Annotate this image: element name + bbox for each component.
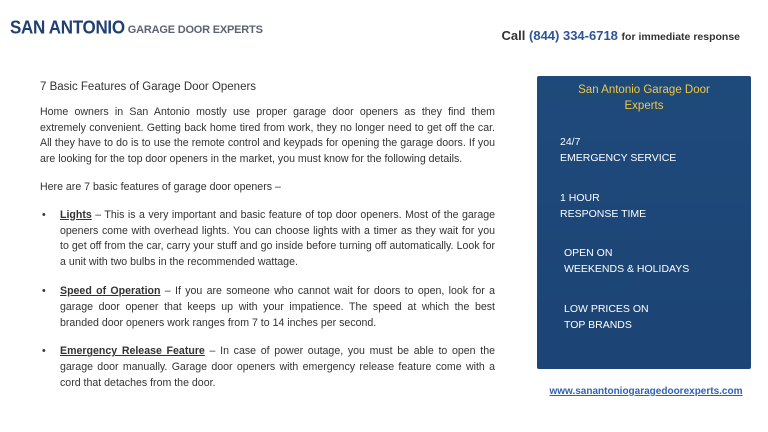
sidebar-item-line: OPEN ON — [564, 247, 613, 259]
sidebar-item-emergency — [560, 134, 676, 166]
article-content — [40, 80, 495, 405]
call-tagline: for immediate response — [621, 31, 740, 43]
call-banner — [502, 28, 740, 43]
feature-name: Lights — [60, 208, 92, 221]
sidebar-item-line: 24/7 — [560, 136, 581, 148]
company-logo — [10, 18, 263, 38]
sidebar-item-line: WEEKENDS & HOLIDAYS — [564, 263, 690, 275]
feature-name: Emergency Release Feature — [60, 345, 205, 358]
article-title: 7 Basic Features of Garage Door Openers — [40, 81, 257, 93]
feature-text: – In case of power outage, you must be able to open the garage door manually. Garage door openers with emergency release feature come with a cord that detaches from the door. — [60, 345, 495, 389]
website-link[interactable]: www.sanantoniogaragedoorexperts.com — [549, 386, 743, 397]
feature-list — [40, 208, 495, 392]
sidebar-item-line: LOW PRICES ON — [564, 303, 649, 315]
sidebar-item-line: TOP BRANDS — [564, 319, 632, 331]
feature-text: – This is a very important and basic feature of top door openers. Most of the garage openers come with overhead lights. You can choose lights with a timer as they wait for you to get off from the car, carry your stuff and go inside before turning off automatically. Look for a unit with two bulbs in the recommended wattage. — [60, 208, 495, 269]
sidebar-title — [537, 82, 751, 114]
bullet-icon: • — [42, 345, 46, 358]
feature-item-emergency-release — [40, 344, 495, 391]
lead-paragraph: Here are 7 basic features of garage door openers – — [40, 180, 281, 193]
phone-number-link[interactable]: (844) 334-6718 — [529, 28, 618, 43]
sidebar-title-line: Experts — [624, 100, 664, 112]
feature-item-lights — [40, 208, 495, 271]
feature-name: Speed of Operation — [60, 284, 161, 297]
sidebar-title-line: San Antonio Garage Door — [578, 84, 710, 96]
logo-sub-text: GARAGE DOOR EXPERTS — [127, 24, 263, 36]
intro-paragraph: Home owners in San Antonio mostly use proper garage door openers as they find them extremely convenient. Getting back home tired from work, they no longer need to get off the car. All they have to do is to use the remote control and keypads for opening the garage doors. If you are looking for the top door openers in the market, you must know for the following details. — [40, 105, 495, 166]
sidebar-item-weekends — [564, 245, 689, 277]
sidebar-item-response — [560, 190, 646, 222]
services-sidebar — [537, 76, 751, 369]
feature-item-speed — [40, 284, 495, 331]
sidebar-item-line: RESPONSE TIME — [560, 208, 647, 220]
feature-text: – If you are someone who cannot wait for doors to open, look for a garage door opener that keeps up with your impatience. The speed at which the best branded door openers work ranges from 7 to 14 inches per second. — [60, 284, 495, 329]
sidebar-item-line: 1 HOUR — [560, 192, 600, 204]
sidebar-item-prices — [564, 301, 649, 333]
logo-main-text: SAN ANTONIO — [10, 17, 125, 38]
call-label: Call — [501, 28, 526, 43]
bullet-icon: • — [42, 208, 46, 221]
sidebar-item-line: EMERGENCY SERVICE — [560, 152, 677, 164]
bullet-icon: • — [42, 284, 46, 297]
